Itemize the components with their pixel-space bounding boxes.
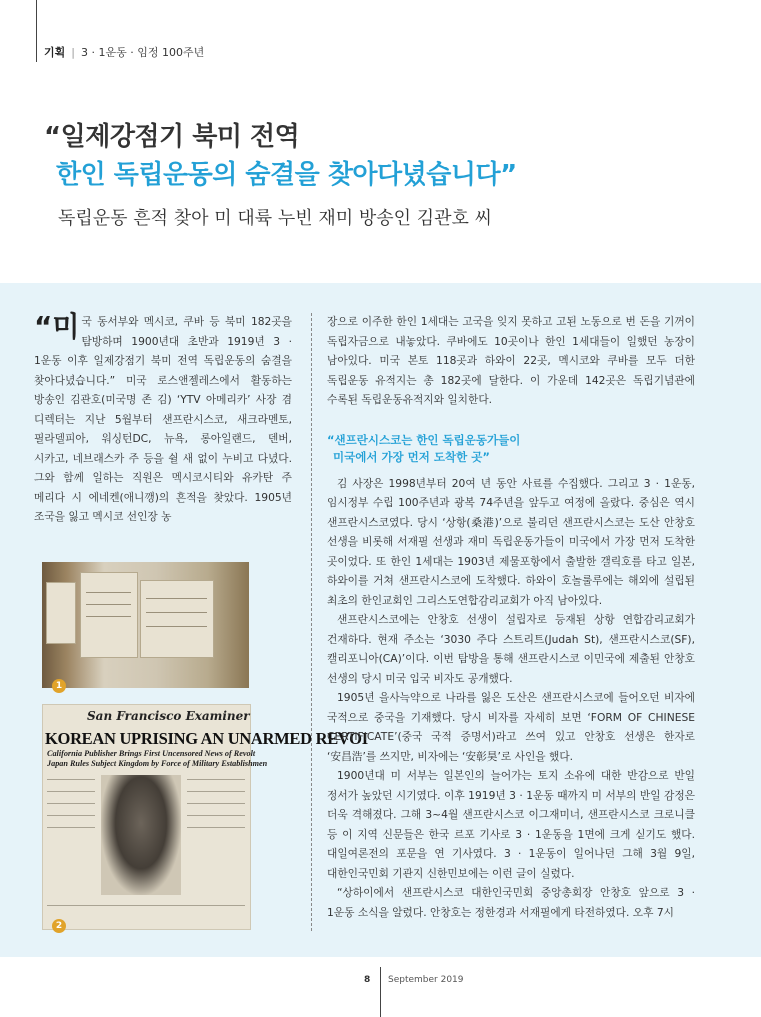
newspaper-masthead: San Francisco Examiner (87, 709, 250, 723)
newspaper-portrait (101, 775, 181, 895)
issue-date: September 2019 (388, 975, 464, 985)
page-number: 8 (364, 975, 371, 985)
photo-number-badge: 1 (52, 679, 66, 693)
document-sheet (46, 582, 76, 644)
document-line (86, 604, 131, 605)
document-sheet (80, 572, 138, 658)
photo-newspaper-clipping (42, 704, 368, 930)
lead-paragraph-text: 국 동서부와 멕시코, 쿠바 등 북미 182곳을 탐방하며 1900년대 초반과 1919년 3 · 1운동 이후 일제강점기 북미 전역 독립운동의 숨결을 찾아다녔습니다.” 미국 로스앤젤레스에서 활동하는 방송인 김관호(미국명 존 김) ‘YTV 아메리카’ 사장 겸 디렉터는 지난 5월부터 샌프란시스코, 새크라멘토, 필라델피아, 워싱턴DC, 뉴욕, 롱아일랜드, 덴버, 시카고, 네브래스카 주 등을 쉴 새 없이 누비고 다녔다. 그와 함께 일하는 직원은 멕시코시티와 유카탄 주 메리다 시 에네켄(애니깽)의 흔적을 찾았다. 1905년 조국을 잃고 멕시코 선인장 농 (34, 315, 292, 523)
article-left-column (34, 312, 292, 527)
newspaper-subheadline (47, 749, 267, 769)
section-separator: | (71, 46, 75, 59)
newspaper-subheadline-1: California Publisher Brings First Uncensored News of Revolt (47, 749, 256, 758)
newsprint-line (187, 779, 245, 780)
document-line (86, 616, 131, 617)
document-line (86, 592, 131, 593)
paragraph: “상하이에서 샌프란시스코 대한인국민회 중앙총회장 안창호 앞으로 3 · 1운동 소식을 알렸다. 안창호는 정한경과 서재필에게 타전하였다. 오후 7시 (327, 886, 695, 919)
footer-rule (380, 967, 381, 1017)
document-line (146, 612, 207, 613)
subheading-line2: 미국에서 가장 먼저 도착한 곳” (333, 449, 490, 464)
newsprint-line (47, 815, 95, 816)
newsprint-line (187, 827, 245, 828)
headline-line2: 한인 독립운동의 숨결을 찾아다녔습니다” (56, 160, 517, 190)
paragraph: 1905년 을사늑약으로 나라를 잃은 도산은 샌프란시스코에 들어오던 비자에 국적으로 중국을 기재했다. 당시 비자를 자세히 보면 ‘FORM OF CHINESE CERTIFICATE’(중국 국적 증명서)라고 쓰여 있고 안창호 선생은 한자로 ‘安昌浩’를 쓰지만, 비자에는 ‘安彰昊’로 사인을 했다. (327, 691, 695, 763)
newsprint-line (47, 791, 95, 792)
paragraph: 1900년대 미 서부는 일본인의 늘어가는 토지 소유에 대한 반감으로 반일 정서가 높았던 시기였다. 이후 1919년 3 · 1운동 때까지 미 서부의 반일 감정은 더욱 격해졌다. 그해 3~4월 샌프란시스코 이그재미너, 샌프란시스코 크로니클 등 이 지역 신문들은 한국 르포 기사로 3 · 1운동을 1면에 크게 싣기도 했다. 대일여론전의 포문을 연 기사였다. 3 · 1운동이 일어나던 그해 3월 9일, 대한인국민회 기관지 신한민보에는 이런 글이 실렸다. (327, 769, 695, 880)
newsprint-line (47, 779, 95, 780)
newsprint-line (187, 791, 245, 792)
section-topic: 3 · 1운동 · 임정 100주년 (80, 46, 205, 59)
newsprint-line (47, 803, 95, 804)
drop-cap: “미 (34, 310, 80, 343)
newspaper-subheadline-2: Japan Rules Subject Kingdom by Force of Military Establishmen (47, 759, 268, 768)
newsprint-line (187, 815, 245, 816)
photo-number-badge: 2 (52, 919, 66, 933)
newsprint-line (47, 905, 245, 906)
document-line (146, 598, 207, 599)
document-line (146, 626, 207, 627)
article-subtitle: 독립운동 흔적 찾아 미 대륙 누빈 재미 방송인 김관호 씨 (58, 208, 493, 229)
paragraph: 김 사장은 1998년부터 20여 년 동안 사료를 수집했다. 그리고 3 · 1운동, 임시정부 수립 100주년과 광복 74주년을 앞두고 여정에 올랐다. 중심은 역시 샌프란시스코였다. 당시 ‘상항(桑港)’으로 불리던 샌프란시스코는 도산 안창호 선생을 비롯해 서재필 선생과 재미 독립운동가들이 미국에서 가장 먼저 도착한 곳이었다. 또 한인 1세대는 1903년 제물포항에서 출발한 갤릭호를 타고 일본, 하와이를 거쳐 샌프란시스코에 도착했다. 하와이 호놀룰루에는 해외에 설립된 최초의 한인교회인 그리스도연합감리교회가 아직 남아있다. (327, 476, 695, 607)
paragraph: 장으로 이주한 한인 1세대는 고국을 잊지 못하고 고된 노동으로 번 돈을 기꺼이 독립자금으로 내놓았다. 쿠바에도 10곳이나 한인 1세대들이 일했던 농장이 남아있다. 미국 본토 118곳과 하와이 22곳, 멕시코와 쿠바를 모두 더한 독립운동 유적지는 총 182곳에 달한다. 이 가운데 142곳은 독립기념관에 수록된 독립운동유적지와 일치한다. (327, 315, 695, 406)
section-subheading (327, 432, 695, 466)
headline-line1: “일제강점기 북미 전역 (44, 122, 300, 152)
lead-paragraph (34, 312, 292, 527)
column-divider (311, 313, 312, 931)
article-right-column (327, 312, 695, 922)
paragraph: 샌프란시스코에는 안창호 선생이 설립자로 등재된 상항 연합감리교회가 건재하다. 현재 주소는 ‘3030 주다 스트리트(Judah St), 샌프란시스코(SF), 캘리포니아(CA)’이다. 이번 탐방을 통해 샌프란시스코 이민국에 제출된 안창호 선생의 당시 미국 입국 비자도 공개했다. (327, 613, 695, 685)
newsprint-line (47, 827, 95, 828)
section-label: 기획 (44, 46, 66, 59)
top-rule (36, 0, 37, 62)
newsprint-line (187, 803, 245, 804)
newspaper-headline: KOREAN UPRISING AN UNARMED REVOI (45, 729, 368, 748)
document-sheet (140, 580, 214, 658)
subheading-line1: “샌프란시스코는 한인 독립운동가들이 (327, 432, 521, 447)
photo-visa-documents (42, 562, 249, 688)
section-header (44, 44, 204, 60)
